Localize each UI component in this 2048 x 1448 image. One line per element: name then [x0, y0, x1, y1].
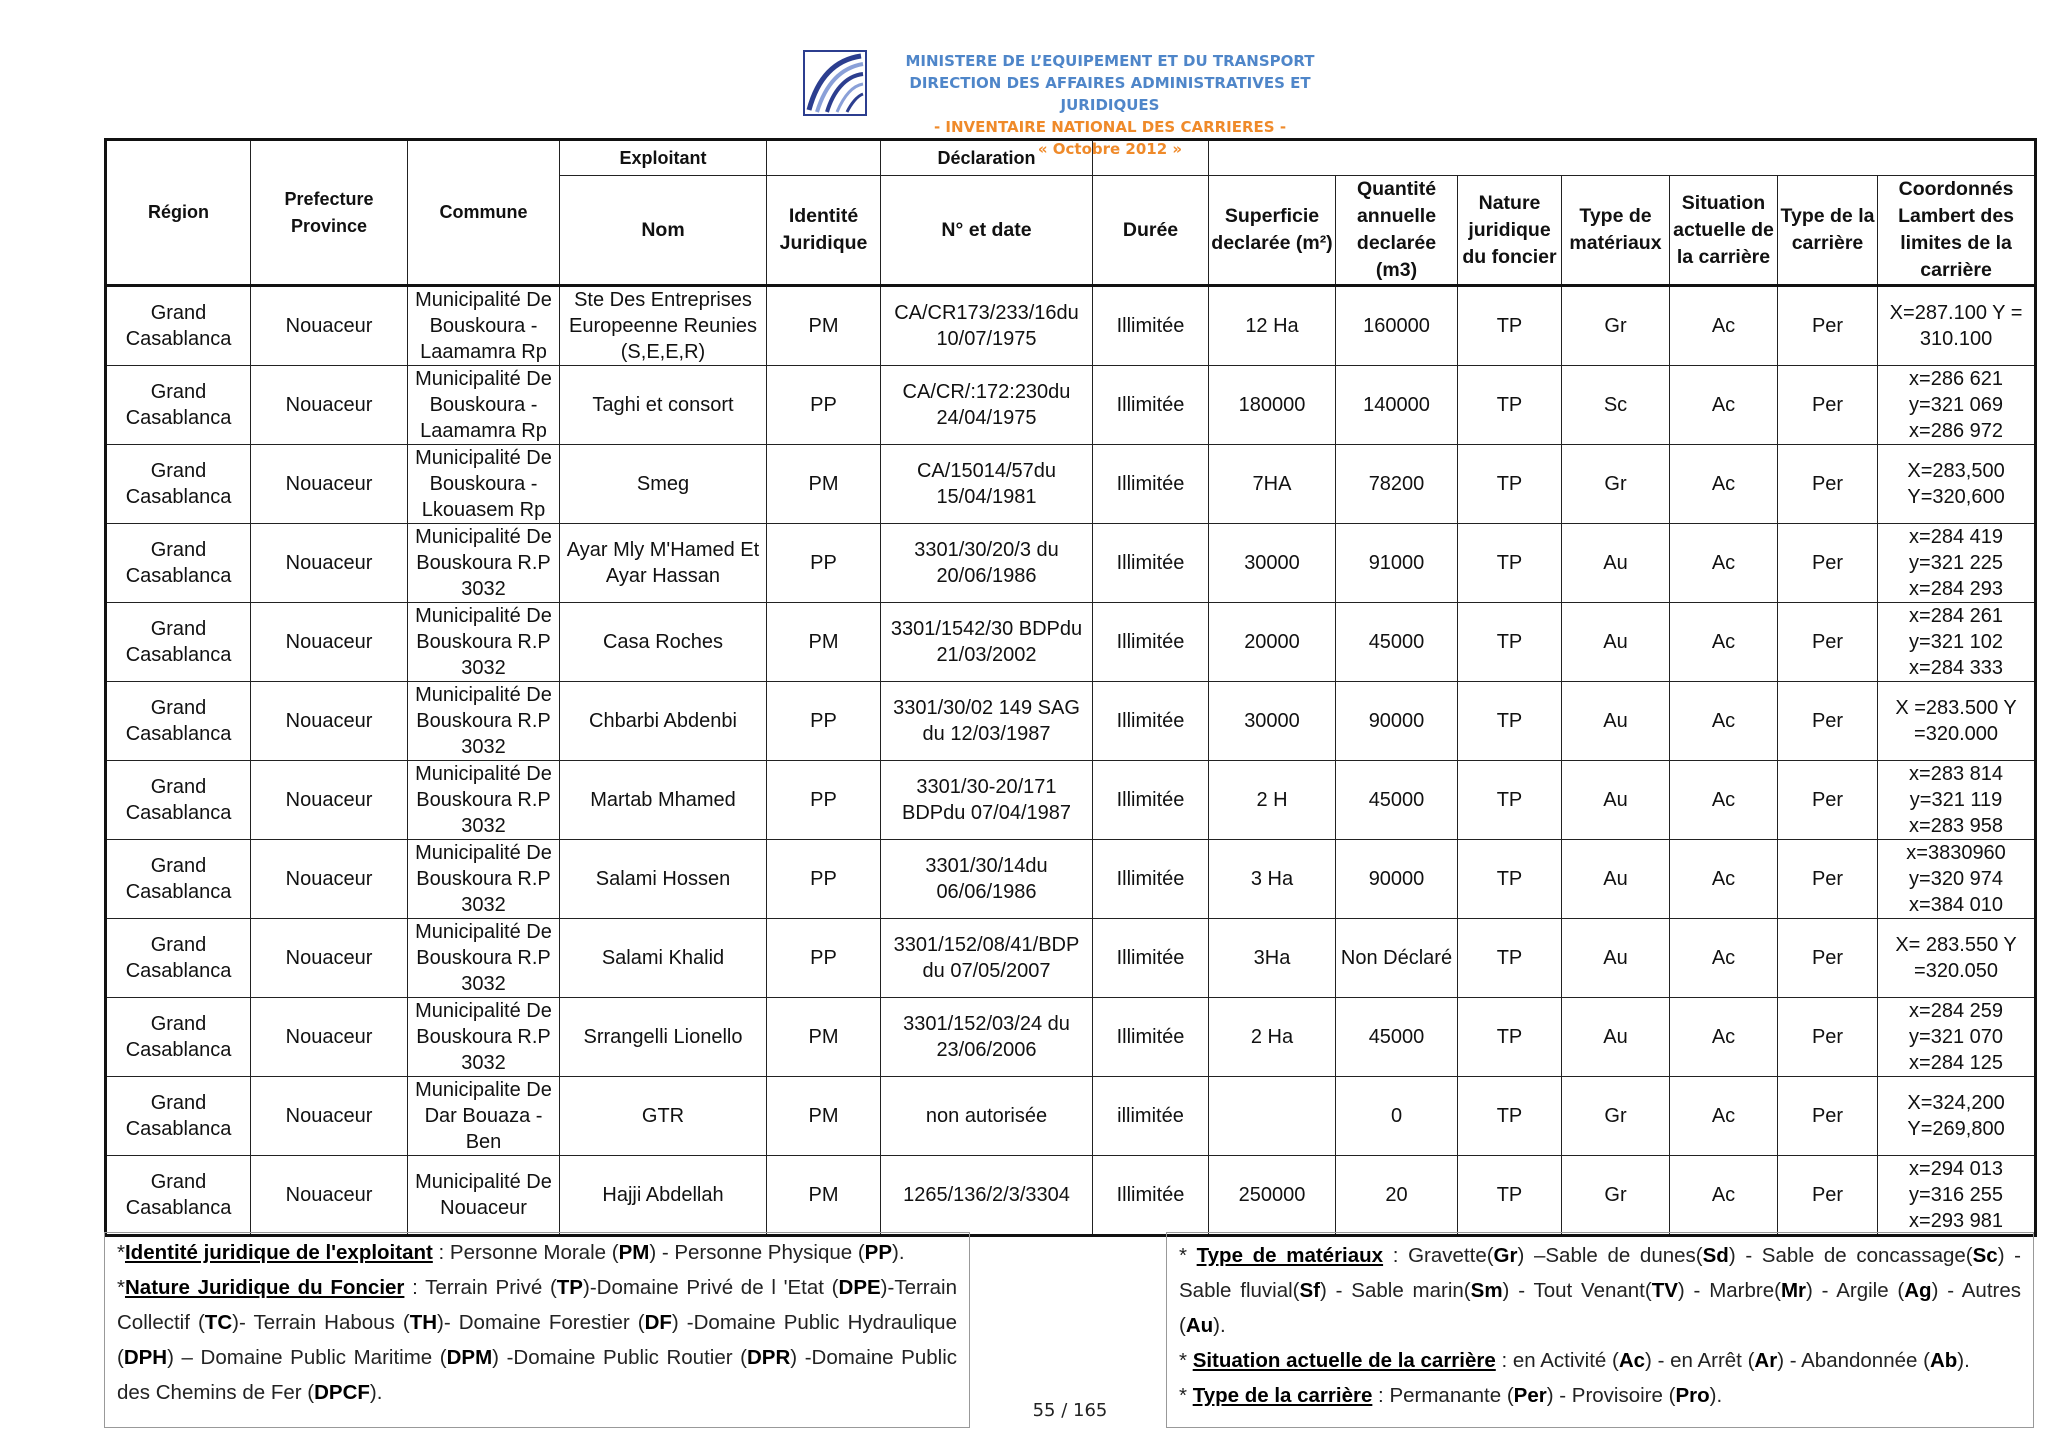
cell-superficie: 3Ha — [1209, 919, 1336, 998]
cell-nature: TP — [1458, 603, 1562, 682]
cell-nom: Taghi et consort — [560, 366, 767, 445]
cell-region: Grand Casablanca — [106, 1077, 251, 1156]
legend-type-carriere-key: Type de la carrière — [1192, 1384, 1373, 1407]
cell-duree: Illimitée — [1093, 286, 1209, 366]
cell-type-carriere: Per — [1778, 445, 1878, 524]
cell-quantite: 90000 — [1336, 840, 1458, 919]
cell-situation: Ac — [1670, 682, 1778, 761]
cell-type-materiaux: Au — [1562, 761, 1670, 840]
ministry-logo — [803, 50, 867, 116]
cell-commune: Municipalité De Bouskoura - Lkouasem Rp — [408, 445, 560, 524]
cell-type-materiaux: Au — [1562, 603, 1670, 682]
cell-region: Grand Casablanca — [106, 603, 251, 682]
cell-nature: TP — [1458, 286, 1562, 366]
cell-nom: Chbarbi Abdenbi — [560, 682, 767, 761]
cell-numero: 3301/152/08/41/BDP du 07/05/2007 — [881, 919, 1093, 998]
cell-type-materiaux: Gr — [1562, 286, 1670, 366]
table-row — [106, 603, 2036, 682]
header-prefecture: Prefecture Province — [251, 140, 408, 286]
cell-region: Grand Casablanca — [106, 998, 251, 1077]
cell-type-materiaux: Gr — [1562, 1156, 1670, 1236]
cell-coordonnees: X=324,200 Y=269,800 — [1878, 1077, 2036, 1156]
cell-numero: 3301/30-20/171 BDPdu 07/04/1987 — [881, 761, 1093, 840]
cell-type-materiaux: Au — [1562, 998, 1670, 1077]
cell-identite: PP — [767, 682, 881, 761]
legend-right — [1166, 1232, 2034, 1428]
cell-type-carriere: Per — [1778, 366, 1878, 445]
legend-identite-text: : Personne Morale (PM) - Personne Physique (PP). — [432, 1241, 905, 1264]
table-row — [106, 682, 2036, 761]
legend-type-materiaux-text: : Gravette(Gr) –Sable de dunes(Sd) - Sable de concassage(Sc) - Sable fluvial(Sf) - Sable marin(Sm) - Tout Venant(TV) - Marbre(Mr) - Argile (Ag) - Autres (Au). — [1179, 1244, 2022, 1337]
cell-quantite: 160000 — [1336, 286, 1458, 366]
cell-identite: PM — [767, 1077, 881, 1156]
cell-type-materiaux: Au — [1562, 919, 1670, 998]
cell-nature: TP — [1458, 445, 1562, 524]
cell-identite: PM — [767, 998, 881, 1077]
ministry-name: MINISTERE DE L’EQUIPEMENT ET DU TRANSPORT — [905, 52, 1315, 70]
cell-situation: Ac — [1670, 1077, 1778, 1156]
cell-region: Grand Casablanca — [106, 1156, 251, 1236]
cell-type-materiaux: Sc — [1562, 366, 1670, 445]
cell-nom: Ste Des Entreprises Europeenne Reunies (S,E,E,R) — [560, 286, 767, 366]
table-row — [106, 286, 2036, 366]
cell-quantite: 91000 — [1336, 524, 1458, 603]
cell-region: Grand Casablanca — [106, 919, 251, 998]
cell-commune: Municipalité De Bouskoura R.P 3032 — [408, 761, 560, 840]
header-type-materiaux: Type de matériaux — [1562, 176, 1670, 286]
cell-nom: Casa Roches — [560, 603, 767, 682]
header-nom: Nom — [560, 176, 767, 286]
table-row — [106, 445, 2036, 524]
cell-type-materiaux: Au — [1562, 682, 1670, 761]
cell-duree: Illimitée — [1093, 840, 1209, 919]
cell-coordonnees: x=286 621 y=321 069 x=286 972 — [1878, 366, 2036, 445]
table-row — [106, 1156, 2036, 1236]
cell-nature: TP — [1458, 840, 1562, 919]
legend-type-materiaux-key: Type de matériaux — [1196, 1244, 1384, 1267]
cell-type-carriere: Per — [1778, 524, 1878, 603]
cell-identite: PP — [767, 840, 881, 919]
inventory-title: - INVENTAIRE NATIONAL DES CARRIERES - — [933, 118, 1287, 136]
header-superficie: Superficie declarée (m²) — [1209, 176, 1336, 286]
cell-quantite: 78200 — [1336, 445, 1458, 524]
cell-identite: PP — [767, 524, 881, 603]
cell-duree: Illimitée — [1093, 524, 1209, 603]
cell-numero: 3301/1542/30 BDPdu 21/03/2002 — [881, 603, 1093, 682]
cell-quantite: 45000 — [1336, 761, 1458, 840]
legend-type-carriere-text: : Permanante (Per) - Provisoire (Pro). — [1372, 1384, 1723, 1407]
cell-nature: TP — [1458, 998, 1562, 1077]
cell-type-materiaux: Au — [1562, 840, 1670, 919]
cell-numero: CA/CR/:172:230du 24/04/1975 — [881, 366, 1093, 445]
cell-identite: PM — [767, 603, 881, 682]
cell-type-carriere: Per — [1778, 840, 1878, 919]
cell-situation: Ac — [1670, 919, 1778, 998]
cell-nom: Hajji Abdellah — [560, 1156, 767, 1236]
cell-quantite: 45000 — [1336, 998, 1458, 1077]
cell-commune: Municipalité De Bouskoura R.P 3032 — [408, 919, 560, 998]
cell-prefecture: Nouaceur — [251, 1156, 408, 1236]
cell-type-carriere: Per — [1778, 1077, 1878, 1156]
legend-nature: *Nature Juridique du Foncier : Terrain Privé (TP)-Domaine Privé de l 'Etat (DPE)-Terrain Collectif (TC)- Terrain Habous (TH)- Domaine Forestier (DF) -Domaine Public Hydraulique (DPH) – Domaine Public Maritime (DPM) -Domaine Public Routier (DPR) -Domaine Public des Chemins de Fer (DPCF). — [117, 1276, 957, 1404]
cell-identite: PP — [767, 366, 881, 445]
cell-identite: PM — [767, 286, 881, 366]
header-identite: Identité Juridique — [767, 176, 881, 286]
cell-situation: Ac — [1670, 524, 1778, 603]
cell-commune: Municipalité De Bouskoura R.P 3032 — [408, 524, 560, 603]
cell-superficie: 20000 — [1209, 603, 1336, 682]
cell-coordonnees: x=284 419 y=321 225 x=284 293 — [1878, 524, 2036, 603]
cell-quantite: 140000 — [1336, 366, 1458, 445]
cell-prefecture: Nouaceur — [251, 919, 408, 998]
cell-nature: TP — [1458, 1077, 1562, 1156]
cell-superficie: 30000 — [1209, 682, 1336, 761]
cell-type-carriere: Per — [1778, 603, 1878, 682]
legend-nature-key: Nature Juridique du Foncier — [124, 1276, 405, 1299]
header-coordonnees: Coordonnés Lambert des limites de la carrière — [1878, 176, 2036, 286]
cell-identite: PM — [767, 445, 881, 524]
cell-nature: TP — [1458, 919, 1562, 998]
cell-prefecture: Nouaceur — [251, 998, 408, 1077]
cell-duree: Illimitée — [1093, 919, 1209, 998]
cell-region: Grand Casablanca — [106, 761, 251, 840]
table-row — [106, 524, 2036, 603]
cell-superficie: 30000 — [1209, 524, 1336, 603]
legend-nature-text: : Terrain Privé (TP)-Domaine Privé de l 'Etat (DPE)-Terrain Collectif (TC)- Terrain Habous (TH)- Domaine Forestier (DF) -Domaine Public Hydraulique (DPH) – Domaine Public Maritime (DPM) -Domaine Public Routier (DPR) -Domaine Public des Chemins de Fer (DPCF). — [117, 1276, 957, 1404]
table-row — [106, 761, 2036, 840]
cell-identite: PP — [767, 761, 881, 840]
cell-quantite: Non Déclaré — [1336, 919, 1458, 998]
cell-type-carriere: Per — [1778, 682, 1878, 761]
cell-prefecture: Nouaceur — [251, 761, 408, 840]
cell-nom: Salami Hossen — [560, 840, 767, 919]
legend-type-carriere: * Type de la carrière : Permanante (Per) - Provisoire (Pro). — [1179, 1384, 1723, 1407]
cell-superficie: 2 H — [1209, 761, 1336, 840]
cell-situation: Ac — [1670, 445, 1778, 524]
cell-commune: Municipalité De Bouskoura - Laamamra Rp — [408, 286, 560, 366]
legend-identite: *Identité juridique de l'exploitant : Personne Morale (PM) - Personne Physique (PP). — [117, 1241, 905, 1264]
cell-prefecture: Nouaceur — [251, 366, 408, 445]
cell-nom: Srrangelli Lionello — [560, 998, 767, 1077]
cell-region: Grand Casablanca — [106, 445, 251, 524]
cell-quantite: 0 — [1336, 1077, 1458, 1156]
header-duree: Durée — [1093, 176, 1209, 286]
cell-quantite: 90000 — [1336, 682, 1458, 761]
cell-nom: Martab Mhamed — [560, 761, 767, 840]
header-commune: Commune — [408, 140, 560, 286]
cell-nom: Salami Khalid — [560, 919, 767, 998]
cell-region: Grand Casablanca — [106, 286, 251, 366]
cell-region: Grand Casablanca — [106, 840, 251, 919]
cell-superficie: 180000 — [1209, 366, 1336, 445]
cell-duree: Illimitée — [1093, 1156, 1209, 1236]
cell-duree: Illimitée — [1093, 445, 1209, 524]
cell-type-carriere: Per — [1778, 761, 1878, 840]
group-header-declaration: Déclaration — [881, 140, 1093, 176]
cell-commune: Municipalité De Bouskoura R.P 3032 — [408, 682, 560, 761]
cell-duree: Illimitée — [1093, 366, 1209, 445]
cell-situation: Ac — [1670, 761, 1778, 840]
cell-nature: TP — [1458, 524, 1562, 603]
cell-commune: Municipalité De Bouskoura - Laamamra Rp — [408, 366, 560, 445]
cell-identite: PP — [767, 919, 881, 998]
cell-duree: Illimitée — [1093, 603, 1209, 682]
legend-left — [104, 1232, 970, 1428]
cell-type-carriere: Per — [1778, 919, 1878, 998]
cell-nature: TP — [1458, 682, 1562, 761]
group-header-exploitant: Exploitant — [560, 140, 767, 176]
cell-prefecture: Nouaceur — [251, 603, 408, 682]
table-row — [106, 1077, 2036, 1156]
cell-duree: Illimitée — [1093, 682, 1209, 761]
cell-prefecture: Nouaceur — [251, 524, 408, 603]
cell-commune: Municipalité De Bouskoura R.P 3032 — [408, 603, 560, 682]
legend-situation-text: : en Activité (Ac) - en Arrêt (Ar) - Abandonnée (Ab). — [1495, 1349, 1970, 1372]
cell-coordonnees: x=284 259 y=321 070 x=284 125 — [1878, 998, 2036, 1077]
cell-coordonnees: x=283 814 y=321 119 x=283 958 — [1878, 761, 2036, 840]
header-nature: Nature juridique du foncier — [1458, 176, 1562, 286]
cell-prefecture: Nouaceur — [251, 1077, 408, 1156]
cell-superficie — [1209, 1077, 1336, 1156]
header-type-carriere: Type de la carrière — [1778, 176, 1878, 286]
cell-superficie: 7HA — [1209, 445, 1336, 524]
cell-superficie: 12 Ha — [1209, 286, 1336, 366]
cell-situation: Ac — [1670, 840, 1778, 919]
cell-commune: Municipalité De Bouskoura R.P 3032 — [408, 998, 560, 1077]
table-row — [106, 998, 2036, 1077]
cell-numero: CA/15014/57du 15/04/1981 — [881, 445, 1093, 524]
cell-duree: Illimitée — [1093, 998, 1209, 1077]
cell-nom: GTR — [560, 1077, 767, 1156]
cell-type-carriere: Per — [1778, 1156, 1878, 1236]
table-row — [106, 919, 2036, 998]
cell-coordonnees: X=287.100 Y = 310.100 — [1878, 286, 2036, 366]
header-quantite: Quantité annuelle declarée (m3) — [1336, 176, 1458, 286]
table-row — [106, 366, 2036, 445]
cell-region: Grand Casablanca — [106, 682, 251, 761]
cell-commune: Municipalité De Nouaceur — [408, 1156, 560, 1236]
cell-superficie: 3 Ha — [1209, 840, 1336, 919]
header-situation: Situation actuelle de la carrière — [1670, 176, 1778, 286]
cell-coordonnees: X= 283.550 Y =320.050 — [1878, 919, 2036, 998]
header-region: Région — [106, 140, 251, 286]
cell-situation: Ac — [1670, 1156, 1778, 1236]
cell-type-materiaux: Au — [1562, 524, 1670, 603]
cell-nom: Smeg — [560, 445, 767, 524]
cell-type-carriere: Per — [1778, 286, 1878, 366]
legend-situation-key: Situation actuelle de la carrière — [1192, 1349, 1496, 1372]
cell-quantite: 45000 — [1336, 603, 1458, 682]
cell-nature: TP — [1458, 761, 1562, 840]
page-number: 55 / 165 — [1032, 1400, 1108, 1421]
cell-superficie: 2 Ha — [1209, 998, 1336, 1077]
cell-situation: Ac — [1670, 286, 1778, 366]
cell-type-carriere: Per — [1778, 998, 1878, 1077]
cell-quantite: 20 — [1336, 1156, 1458, 1236]
cell-type-materiaux: Gr — [1562, 1077, 1670, 1156]
cell-prefecture: Nouaceur — [251, 840, 408, 919]
cell-region: Grand Casablanca — [106, 524, 251, 603]
header-numero: N° et date — [881, 176, 1093, 286]
cell-nom: Ayar Mly M'Hamed Et Ayar Hassan — [560, 524, 767, 603]
cell-numero: 1265/136/2/3/3304 — [881, 1156, 1093, 1236]
cell-nature: TP — [1458, 1156, 1562, 1236]
cell-numero: 3301/30/02 149 SAG du 12/03/1987 — [881, 682, 1093, 761]
direction-name: DIRECTION DES AFFAIRES ADMINISTRATIVES ET JURIDIQUES — [909, 74, 1311, 114]
cell-numero: 3301/152/03/24 du 23/06/2006 — [881, 998, 1093, 1077]
cell-numero: 3301/30/20/3 du 20/06/1986 — [881, 524, 1093, 603]
cell-numero: non autorisée — [881, 1077, 1093, 1156]
document-date: « Octobre 2012 » — [1037, 140, 1183, 158]
cell-nature: TP — [1458, 366, 1562, 445]
cell-coordonnees: x=3830960 y=320 974 x=384 010 — [1878, 840, 2036, 919]
cell-numero: 3301/30/14du 06/06/1986 — [881, 840, 1093, 919]
cell-situation: Ac — [1670, 603, 1778, 682]
legend-type-materiaux: * Type de matériaux : Gravette(Gr) –Sable de dunes(Sd) - Sable de concassage(Sc) - Sable fluvial(Sf) - Sable marin(Sm) - Tout Venant(TV) - Marbre(Mr) - Argile (Ag) - Autres (Au). — [1179, 1244, 2022, 1337]
cell-coordonnees: x=284 261 y=321 102 x=284 333 — [1878, 603, 2036, 682]
cell-duree: illimitée — [1093, 1077, 1209, 1156]
cell-coordonnees: X=283,500 Y=320,600 — [1878, 445, 2036, 524]
cell-superficie: 250000 — [1209, 1156, 1336, 1236]
cell-identite: PM — [767, 1156, 881, 1236]
cell-prefecture: Nouaceur — [251, 286, 408, 366]
table-row — [106, 840, 2036, 919]
cell-numero: CA/CR173/233/16du 10/07/1975 — [881, 286, 1093, 366]
cell-situation: Ac — [1670, 998, 1778, 1077]
cell-region: Grand Casablanca — [106, 366, 251, 445]
cell-situation: Ac — [1670, 366, 1778, 445]
cell-prefecture: Nouaceur — [251, 445, 408, 524]
cell-coordonnees: x=294 013 y=316 255 x=293 981 — [1878, 1156, 2036, 1236]
cell-commune: Municipalité De Bouskoura R.P 3032 — [408, 840, 560, 919]
cell-commune: Municipalite De Dar Bouaza - Ben — [408, 1077, 560, 1156]
cell-prefecture: Nouaceur — [251, 682, 408, 761]
cell-type-materiaux: Gr — [1562, 445, 1670, 524]
legend-situation: * Situation actuelle de la carrière : en Activité (Ac) - en Arrêt (Ar) - Abandonnée (Ab). — [1179, 1349, 1970, 1372]
cell-coordonnees: X =283.500 Y =320.000 — [1878, 682, 2036, 761]
legend-identite-key: Identité juridique de l'exploitant — [124, 1241, 433, 1264]
quarry-table — [104, 138, 2037, 1237]
cell-duree: Illimitée — [1093, 761, 1209, 840]
